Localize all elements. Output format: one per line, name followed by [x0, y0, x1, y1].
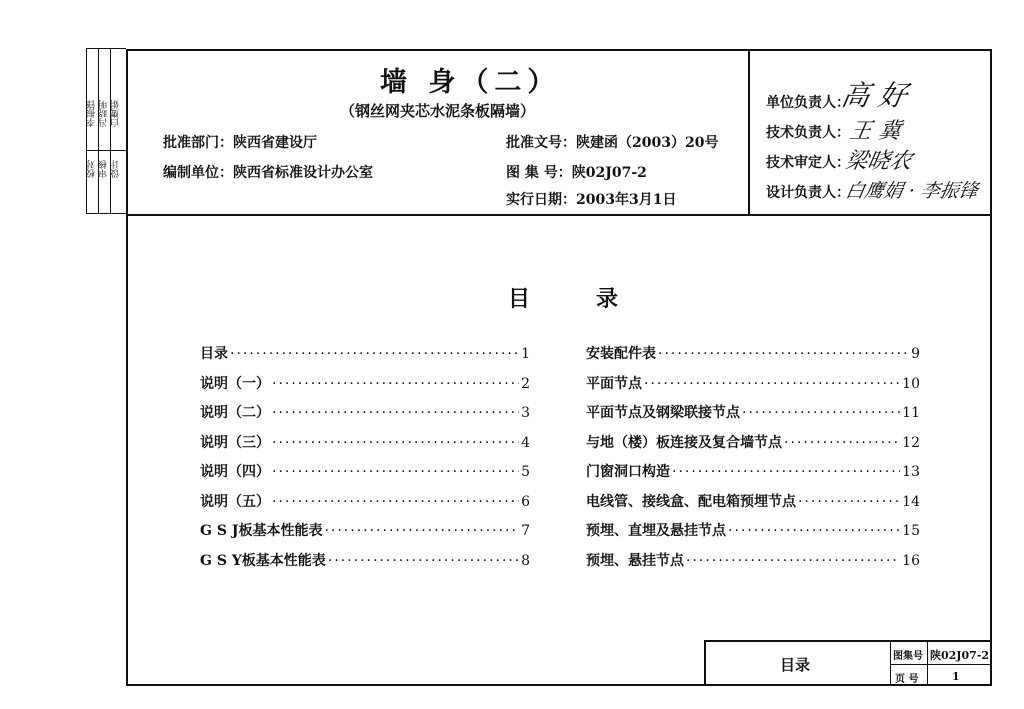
toc-entry-title: 说明（五）	[200, 493, 270, 510]
strip-name-design: 白鹰娟	[111, 100, 121, 127]
toc-entry	[200, 550, 530, 570]
toc-leader-dots	[784, 435, 900, 451]
title-block-divider-1	[890, 640, 891, 685]
toc-entry-title: 电线管、接线盒、配电箱预埋节点	[586, 493, 796, 510]
toc-entry-page: 13	[902, 464, 920, 480]
tech-head-signature: 王 冀	[847, 119, 903, 144]
toc-leader-dots	[742, 405, 900, 421]
tech-reviewer-label: 技术审定人：	[766, 155, 850, 171]
toc-entry-page: 5	[521, 464, 530, 480]
strip-row-divider	[86, 150, 126, 151]
toc-entry-page: 10	[902, 375, 920, 392]
toc-entry-title: 与地（楼）板连接及复合墙节点	[586, 434, 782, 451]
toc-leader-dots	[728, 523, 900, 539]
toc-entry-page: 7	[521, 523, 530, 539]
page-no-value: 1	[952, 670, 960, 683]
toc-entry-page: 11	[902, 405, 920, 421]
toc-entry-title: 目录	[200, 346, 228, 362]
compiler-unit: 编制单位：陕西省标准设计办公室	[163, 165, 373, 181]
strip-divider-2	[110, 48, 111, 213]
strip-name-proofread: 李振锋	[87, 100, 97, 127]
toc-entry	[200, 520, 530, 540]
toc-entry-page: 14	[902, 493, 920, 510]
header-divider	[748, 49, 750, 215]
atlas-number: 图 集 号：陕02J07-2	[506, 165, 647, 181]
strip-role-proofread: 校对	[87, 160, 97, 178]
toc-leader-dots	[272, 376, 519, 392]
toc-entry-title: 安装配件表	[586, 346, 656, 362]
design-head-label: 设计负责人：	[766, 185, 850, 201]
approval-doc-no: 批准文号：陕建函（2003）20号	[506, 135, 719, 151]
toc-leader-dots	[272, 435, 519, 451]
toc-entry-page: 2	[521, 375, 530, 392]
toc-entry-title: 平面节点	[586, 375, 642, 392]
toc-leader-dots	[658, 346, 909, 362]
toc-entry	[586, 461, 920, 481]
toc-entry-title: 说明（二）	[200, 405, 270, 421]
frame-right	[990, 49, 992, 685]
toc-entry-title: 平面节点及钢梁联接节点	[586, 405, 740, 421]
title-block-row-divider	[890, 664, 991, 665]
approval-dept: 批准部门：陕西省建设厅	[163, 135, 317, 151]
frame-left	[126, 49, 128, 685]
header-bottom-rule	[126, 214, 992, 216]
toc-heading: 目 录	[508, 286, 619, 312]
toc-entry	[586, 491, 920, 511]
title-block-top	[704, 640, 992, 642]
toc-entry-page: 8	[521, 552, 530, 569]
toc-entry	[586, 373, 920, 393]
frame-bottom	[126, 684, 992, 686]
toc-leader-dots	[230, 346, 519, 362]
toc-entry-title: 门窗洞口构造	[586, 464, 670, 480]
toc-entry	[200, 343, 530, 363]
toc-entry	[200, 491, 530, 511]
toc-entry-page: 6	[521, 493, 530, 510]
toc-leader-dots	[324, 523, 519, 539]
strip-name-review: 冯晓明	[99, 100, 109, 127]
toc-entry-page: 16	[902, 552, 920, 569]
toc-entry-page: 15	[902, 523, 920, 539]
toc-leader-dots	[328, 553, 519, 569]
toc-entry-title: 说明（四）	[200, 464, 270, 480]
strip-role-review: 审核	[99, 160, 109, 178]
toc-entry	[586, 550, 920, 570]
toc-entry-title: 预埋、悬挂节点	[586, 552, 684, 569]
drawing-name: 目录	[780, 656, 811, 674]
strip-border-left	[86, 48, 87, 213]
title-block-divider-2	[927, 640, 928, 685]
toc-entry-title: G S J板基本性能表	[200, 523, 323, 539]
toc-entry	[586, 343, 920, 363]
strip-border-bottom	[86, 213, 126, 214]
atlas-no-value: 陕02J07-2	[930, 649, 990, 662]
page-no-label: 页 号	[895, 674, 919, 685]
toc-entry	[200, 402, 530, 422]
toc-leader-dots	[798, 494, 900, 510]
toc-leader-dots	[272, 494, 519, 510]
page-title: 墙 身（二）	[380, 67, 561, 98]
toc-entry-title: 说明（三）	[200, 434, 270, 451]
frame-top	[126, 49, 992, 51]
strip-role-design: 设计	[111, 160, 121, 178]
toc-entry-page: 1	[521, 346, 530, 362]
toc-leader-dots	[272, 464, 519, 480]
toc-leader-dots	[686, 553, 900, 569]
toc-entry-page: 3	[521, 405, 530, 421]
toc-leader-dots	[272, 405, 519, 421]
toc-entry-title: 预埋、直埋及悬挂节点	[586, 523, 726, 539]
toc-entry-title: 说明（一）	[200, 375, 270, 392]
toc-entry-page: 9	[911, 346, 920, 362]
toc-entry	[586, 402, 920, 422]
unit-head-signature: 高 好	[838, 79, 910, 112]
toc-entry-page: 12	[902, 434, 920, 451]
page-subtitle: （钢丝网夹芯水泥条板隔墙）	[340, 102, 536, 120]
toc-leader-dots	[644, 376, 900, 392]
unit-head-label: 单位负责人：	[766, 95, 850, 111]
toc-entry	[200, 373, 530, 393]
toc-entry-title: G S Y板基本性能表	[200, 552, 326, 569]
strip-border-top	[86, 48, 126, 49]
toc-entry	[586, 520, 920, 540]
toc-entry	[200, 461, 530, 481]
tech-head-label: 技术负责人：	[766, 125, 850, 141]
title-block-left	[704, 640, 706, 685]
atlas-no-label: 图集号	[893, 651, 923, 662]
toc-entry	[586, 432, 920, 452]
toc-entry-page: 4	[521, 434, 530, 451]
effective-date: 实行日期：2003年3月1日	[506, 192, 677, 208]
toc-entry	[200, 432, 530, 452]
toc-leader-dots	[672, 464, 900, 480]
design-head-signature: 白鹰娟 · 李振锋	[843, 180, 980, 202]
tech-reviewer-signature: 梁晓农	[843, 149, 914, 174]
strip-divider-1	[98, 48, 99, 213]
